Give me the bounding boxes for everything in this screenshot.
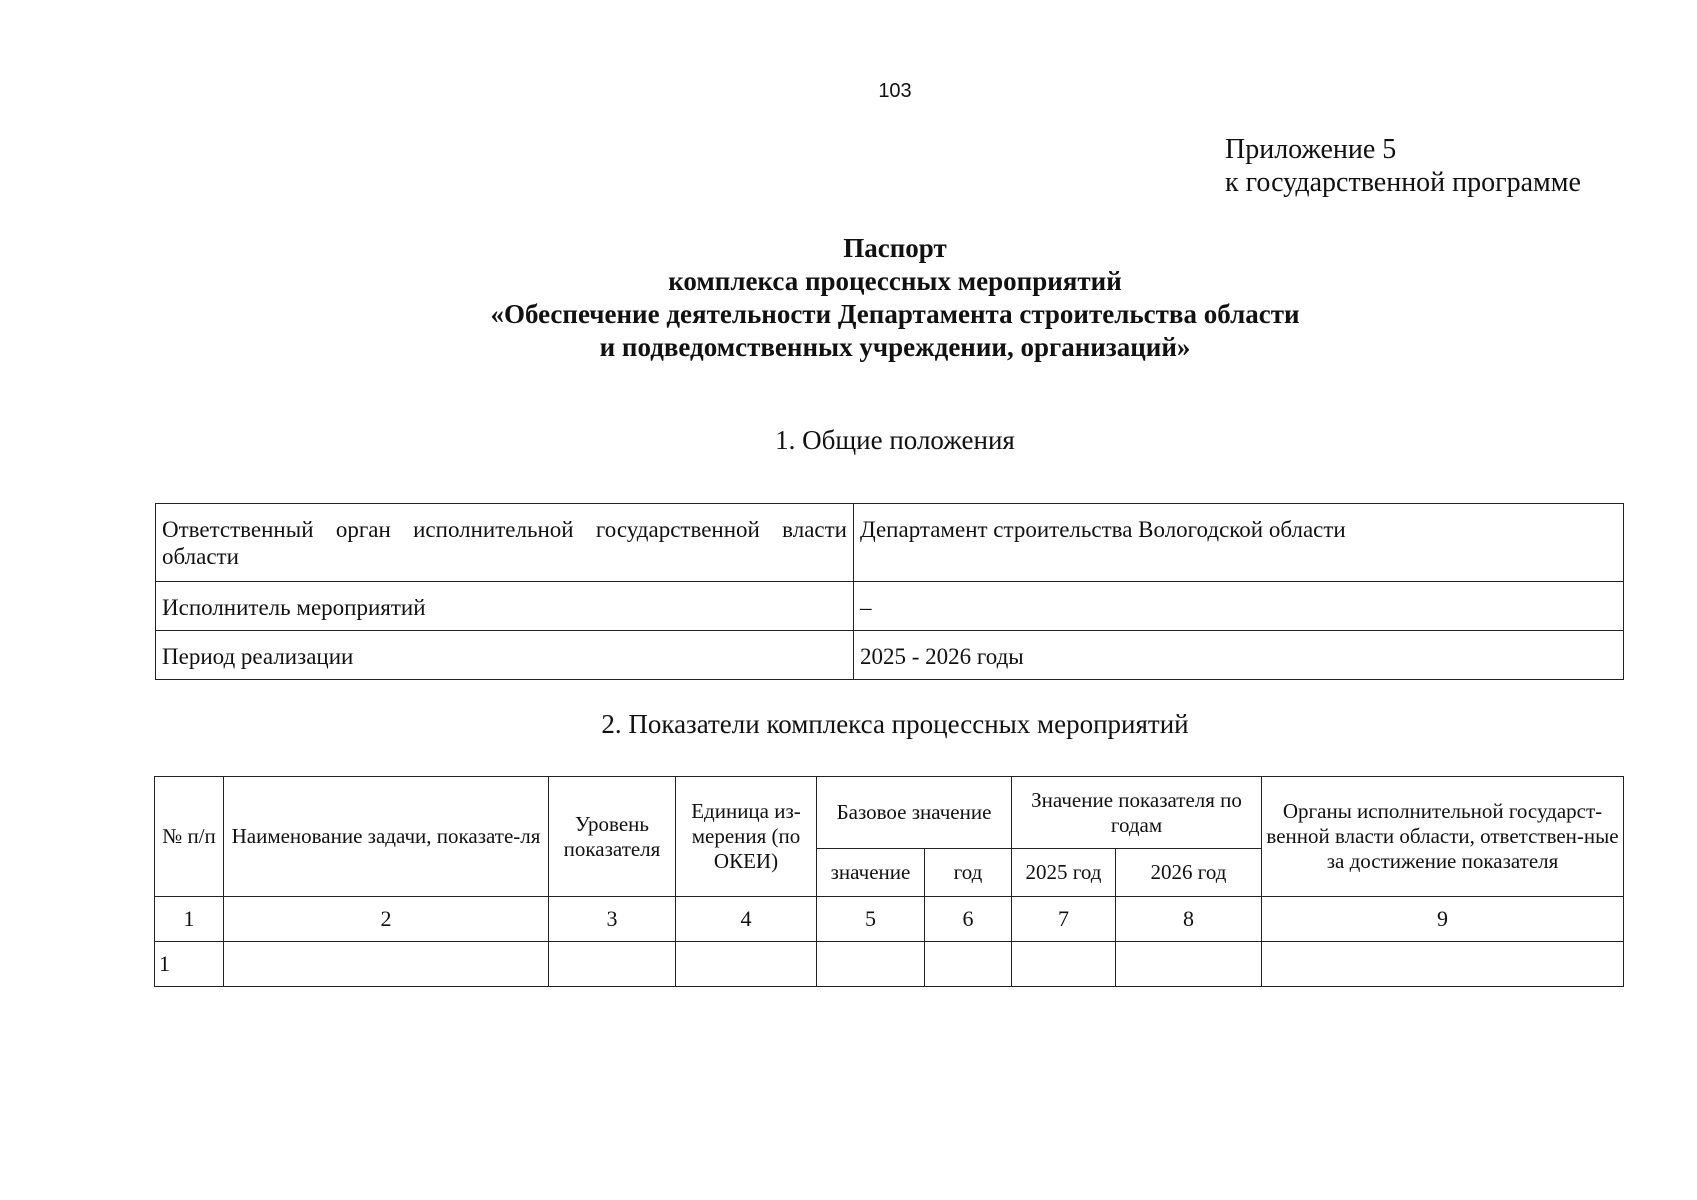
general-provisions-table [155,503,1624,680]
col-header-year-2025: 2025 год [1012,849,1116,897]
period-label: Период реализации [156,631,854,680]
title-line-1: Паспорт [843,233,947,263]
page-number: 103 [878,80,912,102]
col-header-base: Базовое значение [817,777,1012,849]
document-title [0,232,1697,364]
value-2025-cell [1012,942,1116,987]
column-number: 6 [925,897,1012,942]
col-header-base-value: значение [817,849,925,897]
appendix-line-2: к государственной программе [1225,167,1581,198]
period-value: 2025 - 2026 годы [854,631,1624,680]
col-header-year-2026: 2026 год [1116,849,1262,897]
base-year-cell [925,942,1012,987]
col-header-num: № п/п [155,777,224,897]
col-header-by-years: Значение показателя по годам [1012,777,1262,849]
title-line-3: «Обеспечение деятельности Департамента строительства области [490,299,1300,329]
responsible-body-label: Ответственный орган исполнительной государственной власти области [156,504,854,582]
unit-cell [676,942,817,987]
executor-value: – [854,582,1624,631]
column-number: 8 [1116,897,1262,942]
row-number-cell: 1 [155,942,224,987]
column-number: 1 [155,897,224,942]
level-cell [549,942,676,987]
appendix-note [1225,133,1581,199]
table-row [156,582,1624,631]
table-row [156,631,1624,680]
column-number: 4 [676,897,817,942]
column-number: 5 [817,897,925,942]
title-line-4: и подведомственных учреждении, организаций» [599,332,1191,362]
title-line-2: комплекса процессных мероприятий [668,266,1122,296]
appendix-line-1: Приложение 5 [1225,134,1397,165]
value-2026-cell [1116,942,1262,987]
table-row [156,504,1624,582]
base-value-cell [817,942,925,987]
col-header-level: Уровень показателя [549,777,676,897]
col-header-base-year: год [925,849,1012,897]
header-row [155,777,1624,849]
column-number: 2 [224,897,549,942]
column-number: 3 [549,897,676,942]
col-header-name: Наименование задачи, показате-ля [224,777,549,897]
column-number-row [155,897,1624,942]
indicators-table [154,776,1624,987]
section-2-heading: 2. Показатели комплекса процессных мероприятий [601,709,1189,739]
responsible-body-value: Департамент строительства Вологодской области [854,504,1624,582]
responsible-orgs-cell [1262,942,1624,987]
section-1-heading: 1. Общие положения [775,425,1015,455]
executor-label: Исполнитель мероприятий [156,582,854,631]
table-row [155,942,1624,987]
col-header-unit: Единица из-мерения (по ОКЕИ) [676,777,817,897]
column-number: 7 [1012,897,1116,942]
task-name-cell [224,942,549,987]
column-number: 9 [1262,897,1624,942]
col-header-orgs: Органы исполнительной государст-венной власти области, ответствен-ные за достижение показателя [1262,777,1624,897]
